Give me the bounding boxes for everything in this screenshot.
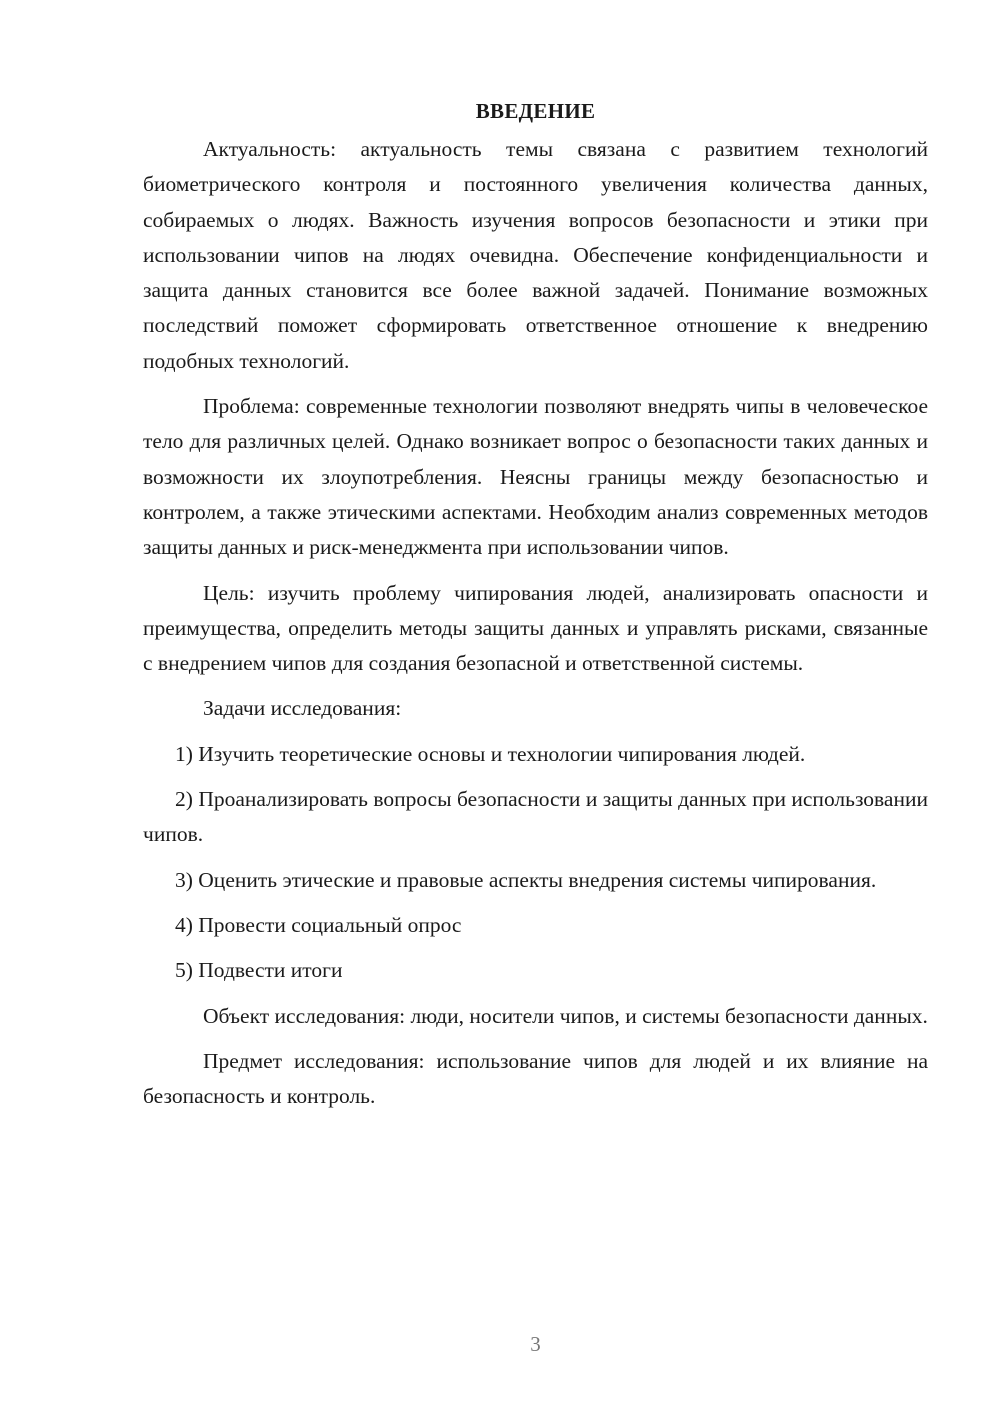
task-item-3: 3) Оценить этические и правовые аспекты внедрения системы чипирования.	[175, 867, 877, 892]
task-item-2: 2) Проанализировать вопросы безопасности и защиты данных при использовании чипов.	[143, 787, 928, 847]
task-item-4: 4) Провести социальный опрос	[175, 912, 462, 937]
subject-paragraph: Предмет исследования: использование чипов для людей и их влияние на безопасность и контроль.	[143, 1048, 928, 1109]
object-paragraph: Объект исследования: люди, носители чипов, и системы безопасности данных.	[203, 1003, 928, 1028]
page-number: 3	[530, 1332, 541, 1356]
page-title: ВВЕДЕНИЕ	[475, 99, 596, 123]
document-page	[143, 94, 928, 1114]
task-item-5: 5) Подвести итоги	[175, 958, 343, 983]
relevance-paragraph: Актуальность: актуальность темы связана с развитием технологий биометрического контроля и постоянного увеличения количества данных, собираемых о людях. Важность изучения вопросов безопасности и этики при использовании чипов на людях очевидна. Обеспечение конфиденциальности и защита данных становится все более важной задачей. Понимание возможных последствий поможет сформировать ответственное отношение к внедрению подобных технологий.	[143, 137, 928, 373]
tasks-title: Задачи исследования:	[203, 696, 402, 721]
goal-paragraph: Цель: изучить проблему чипирования людей, анализировать опасности и преимущества, определить методы защиты данных и управлять рисками, связанные с внедрением чипов для создания безопасной и ответственной системы.	[143, 580, 928, 676]
task-item-1: 1) Изучить теоретические основы и технологии чипирования людей.	[175, 741, 806, 766]
problem-paragraph: Проблема: современные технологии позволяют внедрять чипы в человеческое тело для различных целей. Однако возникает вопрос о безопасности таких данных и возможности их злоупотребления. Неясны границы между безопасностью и контролем, а также этическими аспектами. Необходим анализ современных методов защиты данных и риск-менеджмента при использовании чипов.	[143, 394, 928, 560]
